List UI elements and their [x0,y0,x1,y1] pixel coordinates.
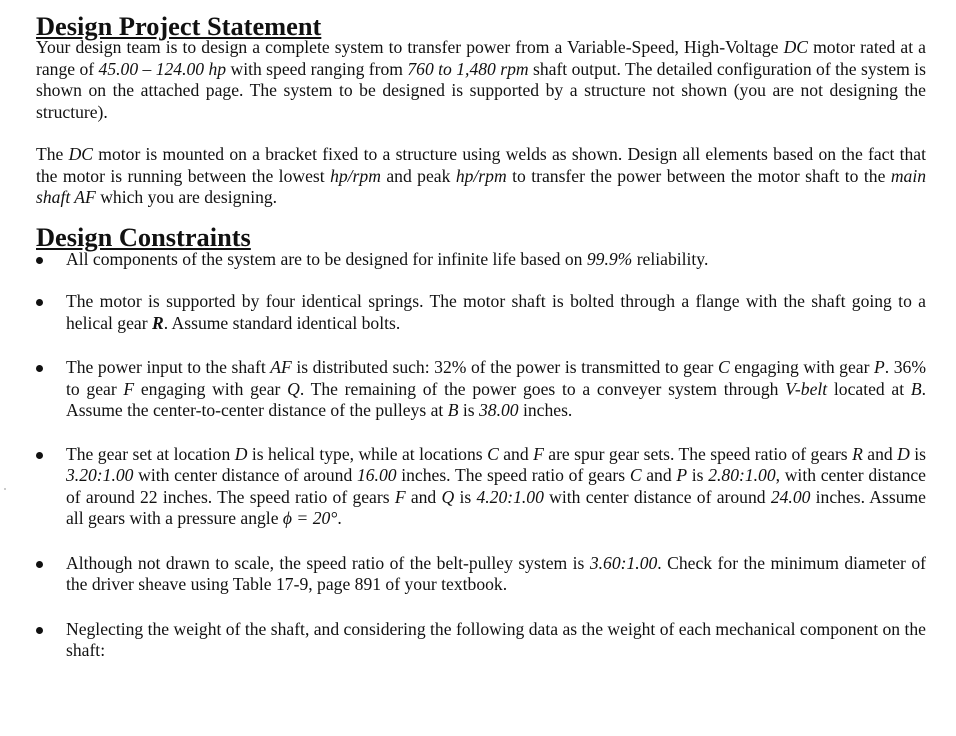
emphasis-text: C [487,443,499,464]
emphasis-text: 38.00 [478,400,519,420]
emphasis-text: DC [68,144,94,164]
emphasis-text: D [897,443,910,464]
bullet-icon [36,627,43,634]
emphasis-text: 24.00 [770,486,811,507]
constraint-item [36,291,926,334]
constraint-item [36,619,926,662]
emphasis-text: F [394,486,406,507]
emphasis-text: R [852,443,863,464]
bullet-icon [36,299,43,306]
bullet-icon [36,452,43,459]
constraint-item [36,444,926,530]
design-constraints-heading: Design Constraints [36,221,251,252]
emphasis-text: C [629,465,642,485]
document-page [36,11,927,662]
emphasis-text: main shaft AF [36,165,926,207]
emphasis-text: V-belt [785,378,828,399]
bullet-icon [36,365,43,372]
constraint-text: All components of the system are to be designed for infinite life based on 99.9% reliability. [66,248,709,269]
constraint-text: The gear set at location D is helical type, while at locations C and F are spur gear sets. The speed ratio of gears R and D is 3.20:1.00 with center distance of around 16.00 inches. The speed ratio of gears C and P is 2.80:1.00, with center distance of around 22 inches. The speed ratio of gears F and Q is 4.20:1.00 with center distance of around 24.00 inches. Assume all gears with a pressure angle ϕ = 20°. [66,443,926,528]
emphasis-text: 16.00 [356,465,397,485]
emphasis-text: 4.20:1.00 [476,486,544,507]
scan-speck [4,488,6,490]
constraint-text: The power input to the shaft AF is distributed such: 32% of the power is transmitted to gear C engaging with gear P. 36% to gear F engaging with gear Q. The remaining of the power goes to a conveyer system through V-belt located at B. Assume the center-to-center distance of the pulleys at B is 38.00 inches. [66,357,926,420]
constraint-item [36,357,926,422]
statement-paragraph-2: The DC motor is mounted on a bracket fixed to a structure using welds as shown. Design all elements based on the fact that the motor is running between the lowest hp/rpm and peak hp/rpm to transfer the power between the motor shaft to the main shaft AF which you are designing. [36,144,926,207]
emphasis-text: 3.20:1.00 [66,465,134,485]
bullet-icon [36,561,43,568]
emphasis-text: 45.00 – 124.00 hp [98,58,227,79]
constraint-item [36,249,926,271]
emphasis-text: P [874,357,885,377]
emphasis-text: DC [783,37,809,57]
constraint-text: The motor is supported by four identical springs. The motor shaft is bolted through a flange with the shaft going to a helical gear R. Assume standard identical bolts. [66,291,926,333]
emphasis-text: Q [287,378,300,399]
emphasis-text: F [123,378,135,399]
constraint-text: Although not drawn to scale, the speed ratio of the belt-pulley system is 3.60:1.00. Check for the minimum diameter of the driver sheave using Table 17-9, page 891 of your textbook. [66,552,927,594]
emphasis-text: hp/rpm [455,165,507,186]
emphasis-text: 99.9% [586,248,633,269]
emphasis-text: F [533,443,544,464]
emphasis-text: B [910,378,922,399]
emphasis-text: R [151,312,164,333]
emphasis-text: B [447,400,459,420]
emphasis-text: C [717,357,730,377]
emphasis-text: hp/rpm [330,165,381,186]
emphasis-text: 3.60:1.00 [589,552,658,573]
statement-paragraph-1: Your design team is to design a complete system to transfer power from a Variable-Speed, High-Voltage DC motor rated at a range of 45.00 – 124.00 hp with speed ranging from 760 to 1,480 rpm shaft output. The detailed configuration of the system is shown on the attached page. The system to be designed is supported by a structure not shown (you are not designing the structure). [36,37,926,122]
emphasis-text: 2.80:1.00 [708,465,776,485]
constraint-text: Neglecting the weight of the shaft, and considering the following data as the weight of each mechanical component on the shaft: [66,618,926,660]
bullet-icon [36,257,43,264]
emphasis-text: 760 to 1,480 rpm [407,58,529,79]
emphasis-text: Q [441,486,455,507]
emphasis-text: P [676,465,688,485]
design-project-statement-heading: Design Project Statement [36,11,322,41]
emphasis-text: ϕ = 20° [282,508,338,528]
emphasis-text: AF [270,357,292,377]
emphasis-text: D [234,443,248,464]
constraints-list [36,249,926,662]
constraint-item [36,553,926,596]
